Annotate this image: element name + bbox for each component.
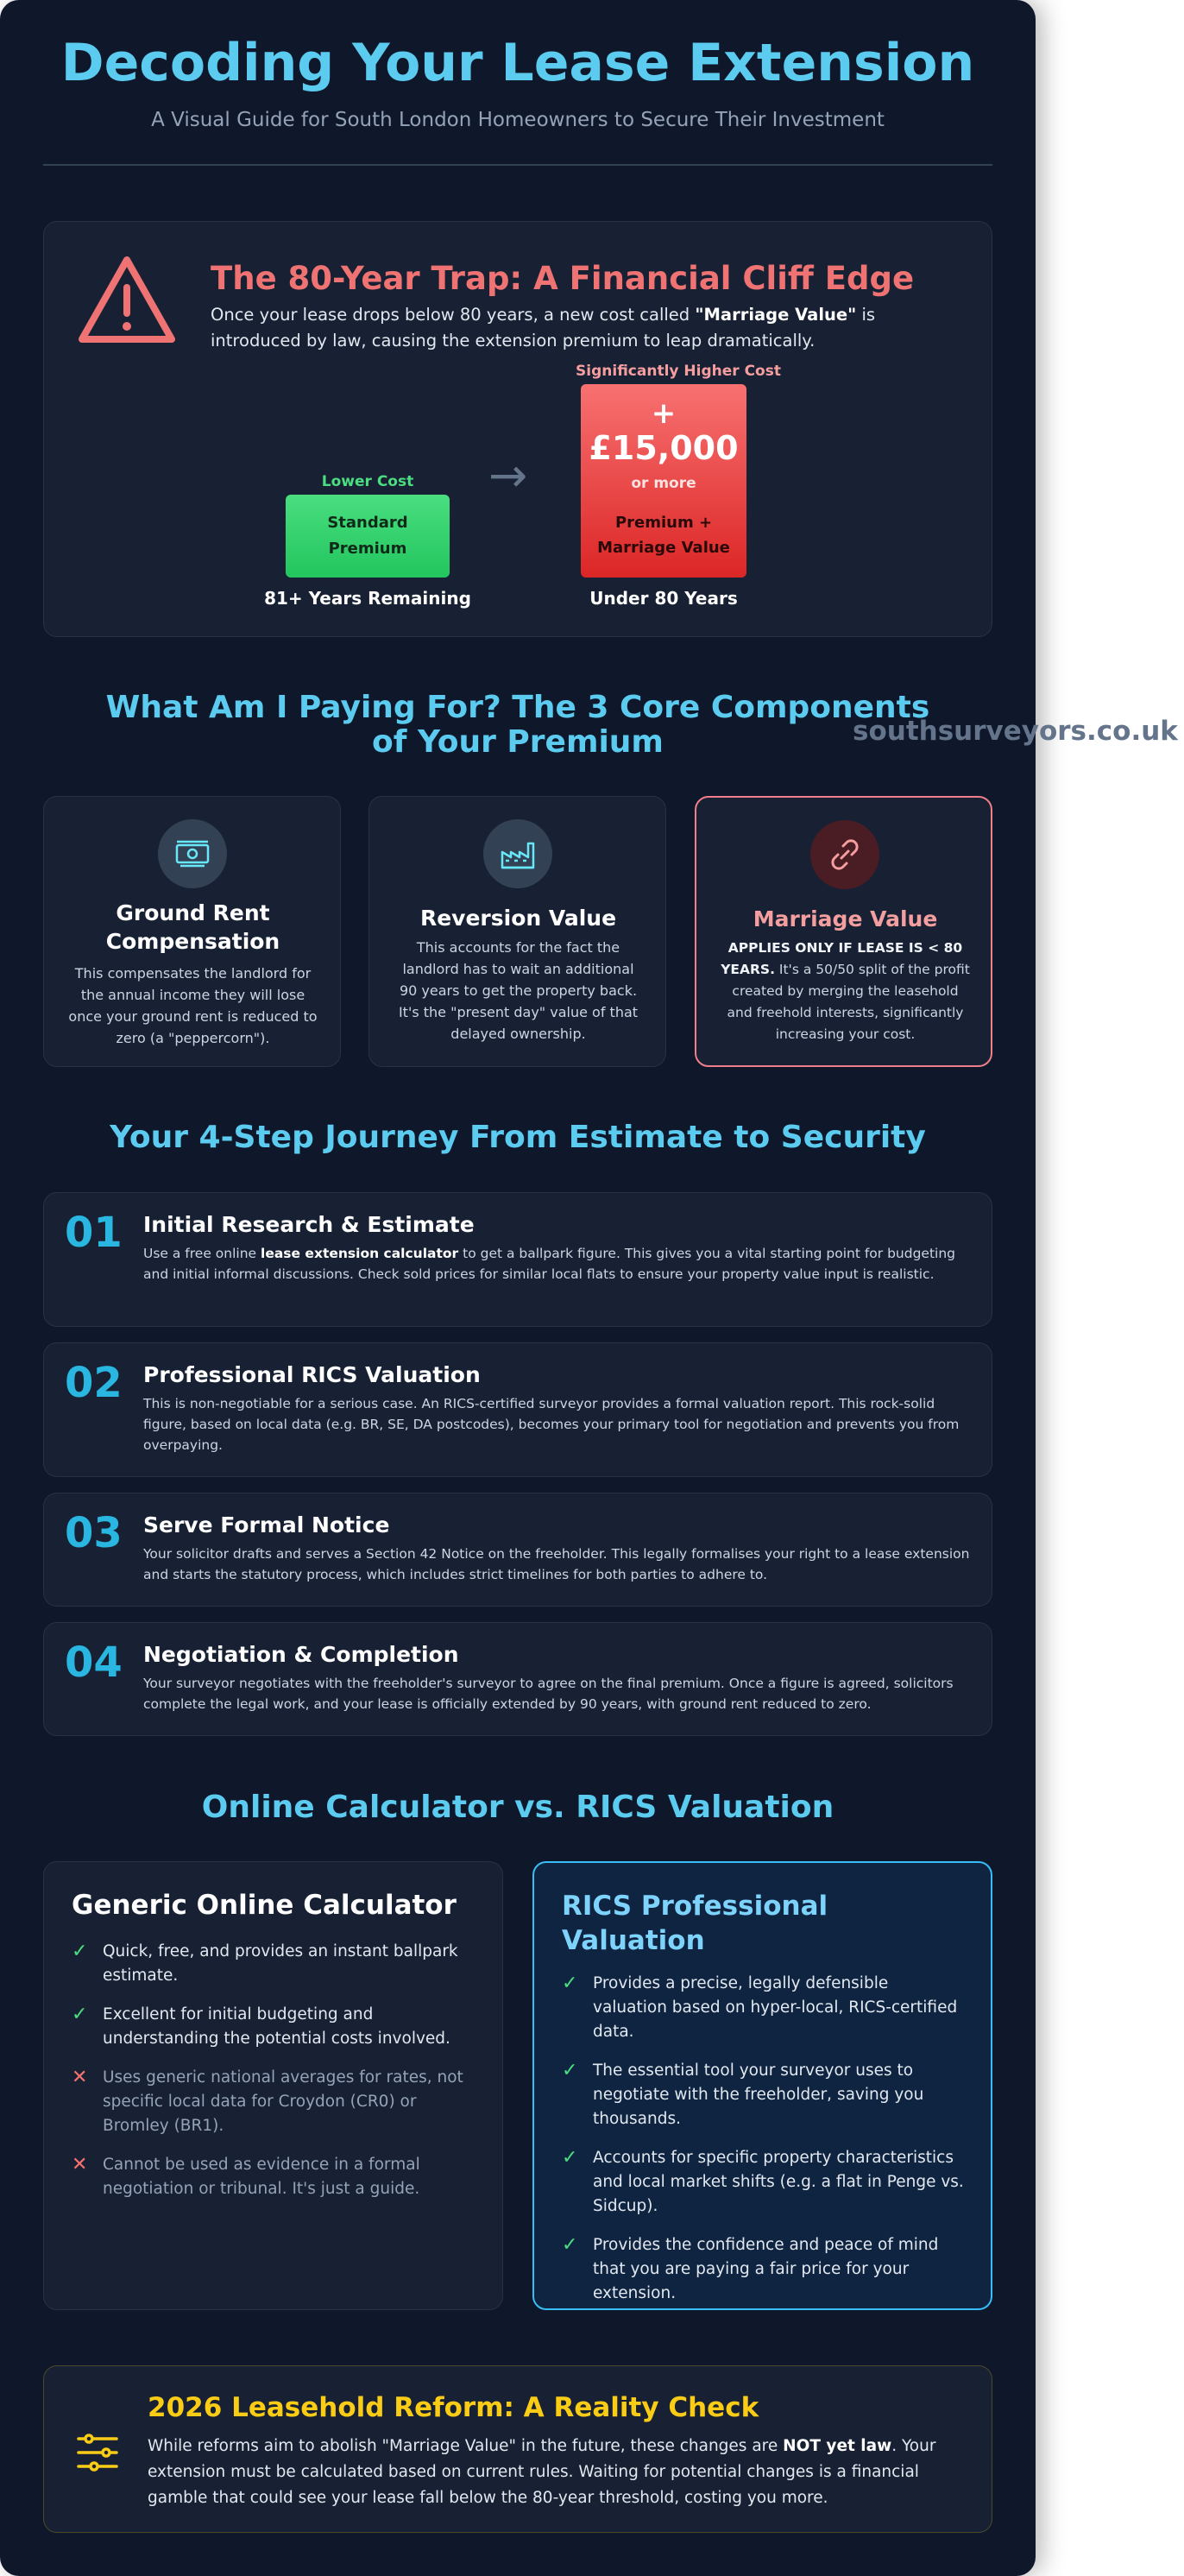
factory-icon [483, 819, 552, 888]
list-item: ✕ Cannot be used as evidence in a formal negotiation or tribunal. It's just a guide. [72, 2154, 420, 2198]
list-item: ✓ Excellent for initial budgeting and understanding the potential costs involved. [72, 2004, 450, 2048]
lower-cost-caption: 81+ Years Remaining [264, 588, 471, 609]
calculator-list [72, 1940, 477, 2216]
reform-title: 2026 Leasehold Reform: A Reality Check [148, 2392, 759, 2423]
check-icon: ✓ [562, 2234, 578, 2256]
trap-section [43, 221, 992, 637]
header [43, 33, 992, 131]
rics-card: RICS Professional Valuation ✓ Provides a precise, legally defensible valuation based on hyper-local, RICS-certified data. ✓ The essential tool your surveyor uses to negotiate with the freeholder, saving you thousands. ✓ Accounts for specific property characteristics and local market shifts (e.g. a flat in Penge vs. Sidcup). ✓ Provides the confidence and peace of mind that you are paying a fair price for your extension. [532, 1861, 992, 2310]
check-icon: ✓ [562, 2147, 578, 2169]
cross-icon: ✕ [72, 2154, 88, 2175]
list-item: ✓ Quick, free, and provides an instant ballpark estimate. [72, 1941, 458, 1985]
higher-cost-caption: Under 80 Years [589, 588, 738, 609]
component-card-ground-rent: Ground Rent Compensation This compensates the landlord for the annual income they will lose once your ground rent is reduced to zero (a "peppercorn"). [43, 796, 341, 1067]
check-icon: ✓ [562, 2060, 578, 2081]
trap-description: Once your lease drops below 80 years, a new cost called "Marriage Value" is introduced by law, causing the extension premium to leap dramatically. [211, 305, 876, 350]
journey-title: Your 4-Step Journey From Estimate to Security [110, 1120, 926, 1155]
higher-cost-bar: + £15,000 or more Premium + Marriage Value [581, 384, 746, 578]
step-card: 01 Initial Research & Estimate Use a free online lease extension calculator to get a ballpark figure. This gives you a vital starting point for budgeting and initial informal discussions. Check sold prices for similar local flats to ensure your property value input is realistic. [43, 1192, 992, 1327]
list-item: ✕ Uses generic national averages for rates, not specific local data for Croydon (CR0) or Bromley (BR1). [72, 2067, 463, 2135]
step-card: 03 Serve Formal Notice Your solicitor drafts and serves a Section 42 Notice on the freeholder. This legally formalises your right to a lease extension and starts the statutory process, which includes strict timelines for both parties to adhere to. [43, 1493, 992, 1607]
list-item: ✓ Provides the confidence and peace of mind that you are paying a fair price for your extension. [562, 2234, 939, 2302]
component-card-reversion: Reversion Value This accounts for the fact the landlord has to wait an additional 90 years to get the property back. It's the "present day" value of that delayed ownership. [368, 796, 666, 1067]
page-subtitle: A Visual Guide for South London Homeowners to Secure Their Investment [151, 109, 885, 131]
reform-section [43, 2365, 992, 2533]
component-card-marriage-value: Marriage Value APPLIES ONLY IF LEASE IS < 80 YEARS. It's a 50/50 split of the profit created by merging the leasehold and freehold interests, significantly increasing your cost. [695, 796, 992, 1067]
list-item: ✓ Provides a precise, legally defensible valuation based on hyper-local, RICS-certified data. [562, 1973, 958, 2041]
calculator-card: Generic Online Calculator ✓ Quick, free, and provides an instant ballpark estimate. ✓ Excellent for initial budgeting and understanding the potential costs involved. ✕ Uses generic national averages for rates, not specific local data for Croydon (CR0) or Bromley (BR1). ✕ Cannot be used as evidence in a formal negotiation or tribunal. It's just a guide. [43, 1861, 503, 2310]
check-icon: ✓ [72, 1941, 88, 1962]
check-icon: ✓ [72, 2004, 88, 2025]
arrow-right-icon: → [488, 448, 528, 502]
step-card: 04 Negotiation & Completion Your surveyor negotiates with the freeholder's surveyor to agree on the final premium. Once a figure is agreed, solicitors complete the legal work, and your lease is officially extended by 90 years, with ground rent reduced to zero. [43, 1622, 992, 1736]
compare-title: Online Calculator vs. RICS Valuation [201, 1790, 834, 1825]
higher-cost-label: Significantly Higher Cost [576, 363, 781, 380]
page-title: Decoding Your Lease Extension [60, 33, 975, 93]
step-card: 02 Professional RICS Valuation This is non-negotiable for a serious case. An RICS-certified surveyor provides a formal valuation report. This rock-solid figure, based on local data (e.g. BR, SE, DA postcodes), becomes your primary tool for negotiation and prevents you from overpaying. [43, 1342, 992, 1477]
components-title: What Am I Paying For? The 3 Core Components of Your Premium [105, 690, 930, 760]
watermark: southsurveyors.co.uk [853, 716, 1178, 747]
list-item: ✓ The essential tool your surveyor uses to negotiate with the freeholder, saving you thousands. [562, 2060, 924, 2128]
header-divider [43, 164, 992, 166]
sliders-icon [75, 2434, 120, 2475]
link-icon [810, 820, 879, 889]
cross-icon: ✕ [72, 2067, 88, 2088]
warning-icon [77, 255, 177, 348]
reform-text: While reforms aim to abolish "Marriage Value" in the future, these changes are NOT yet law. Your extension must be calculated based on current rules. Waiting for potential changes is a financial gamble that could see your lease fall below the 80-year threshold, costing you more. [148, 2437, 936, 2507]
higher-cost-amount: £15,000 [589, 429, 739, 467]
rics-list [562, 1972, 967, 2320]
check-icon: ✓ [562, 1973, 578, 1994]
lower-cost-label: Lower Cost [321, 473, 414, 490]
money-icon [158, 819, 227, 888]
trap-title: The 80-Year Trap: A Financial Cliff Edge [211, 260, 915, 297]
list-item: ✓ Accounts for specific property characteristics and local market shifts (e.g. a flat in Penge vs. Sidcup). [562, 2147, 964, 2215]
lower-cost-bar: Standard Premium [286, 495, 450, 578]
